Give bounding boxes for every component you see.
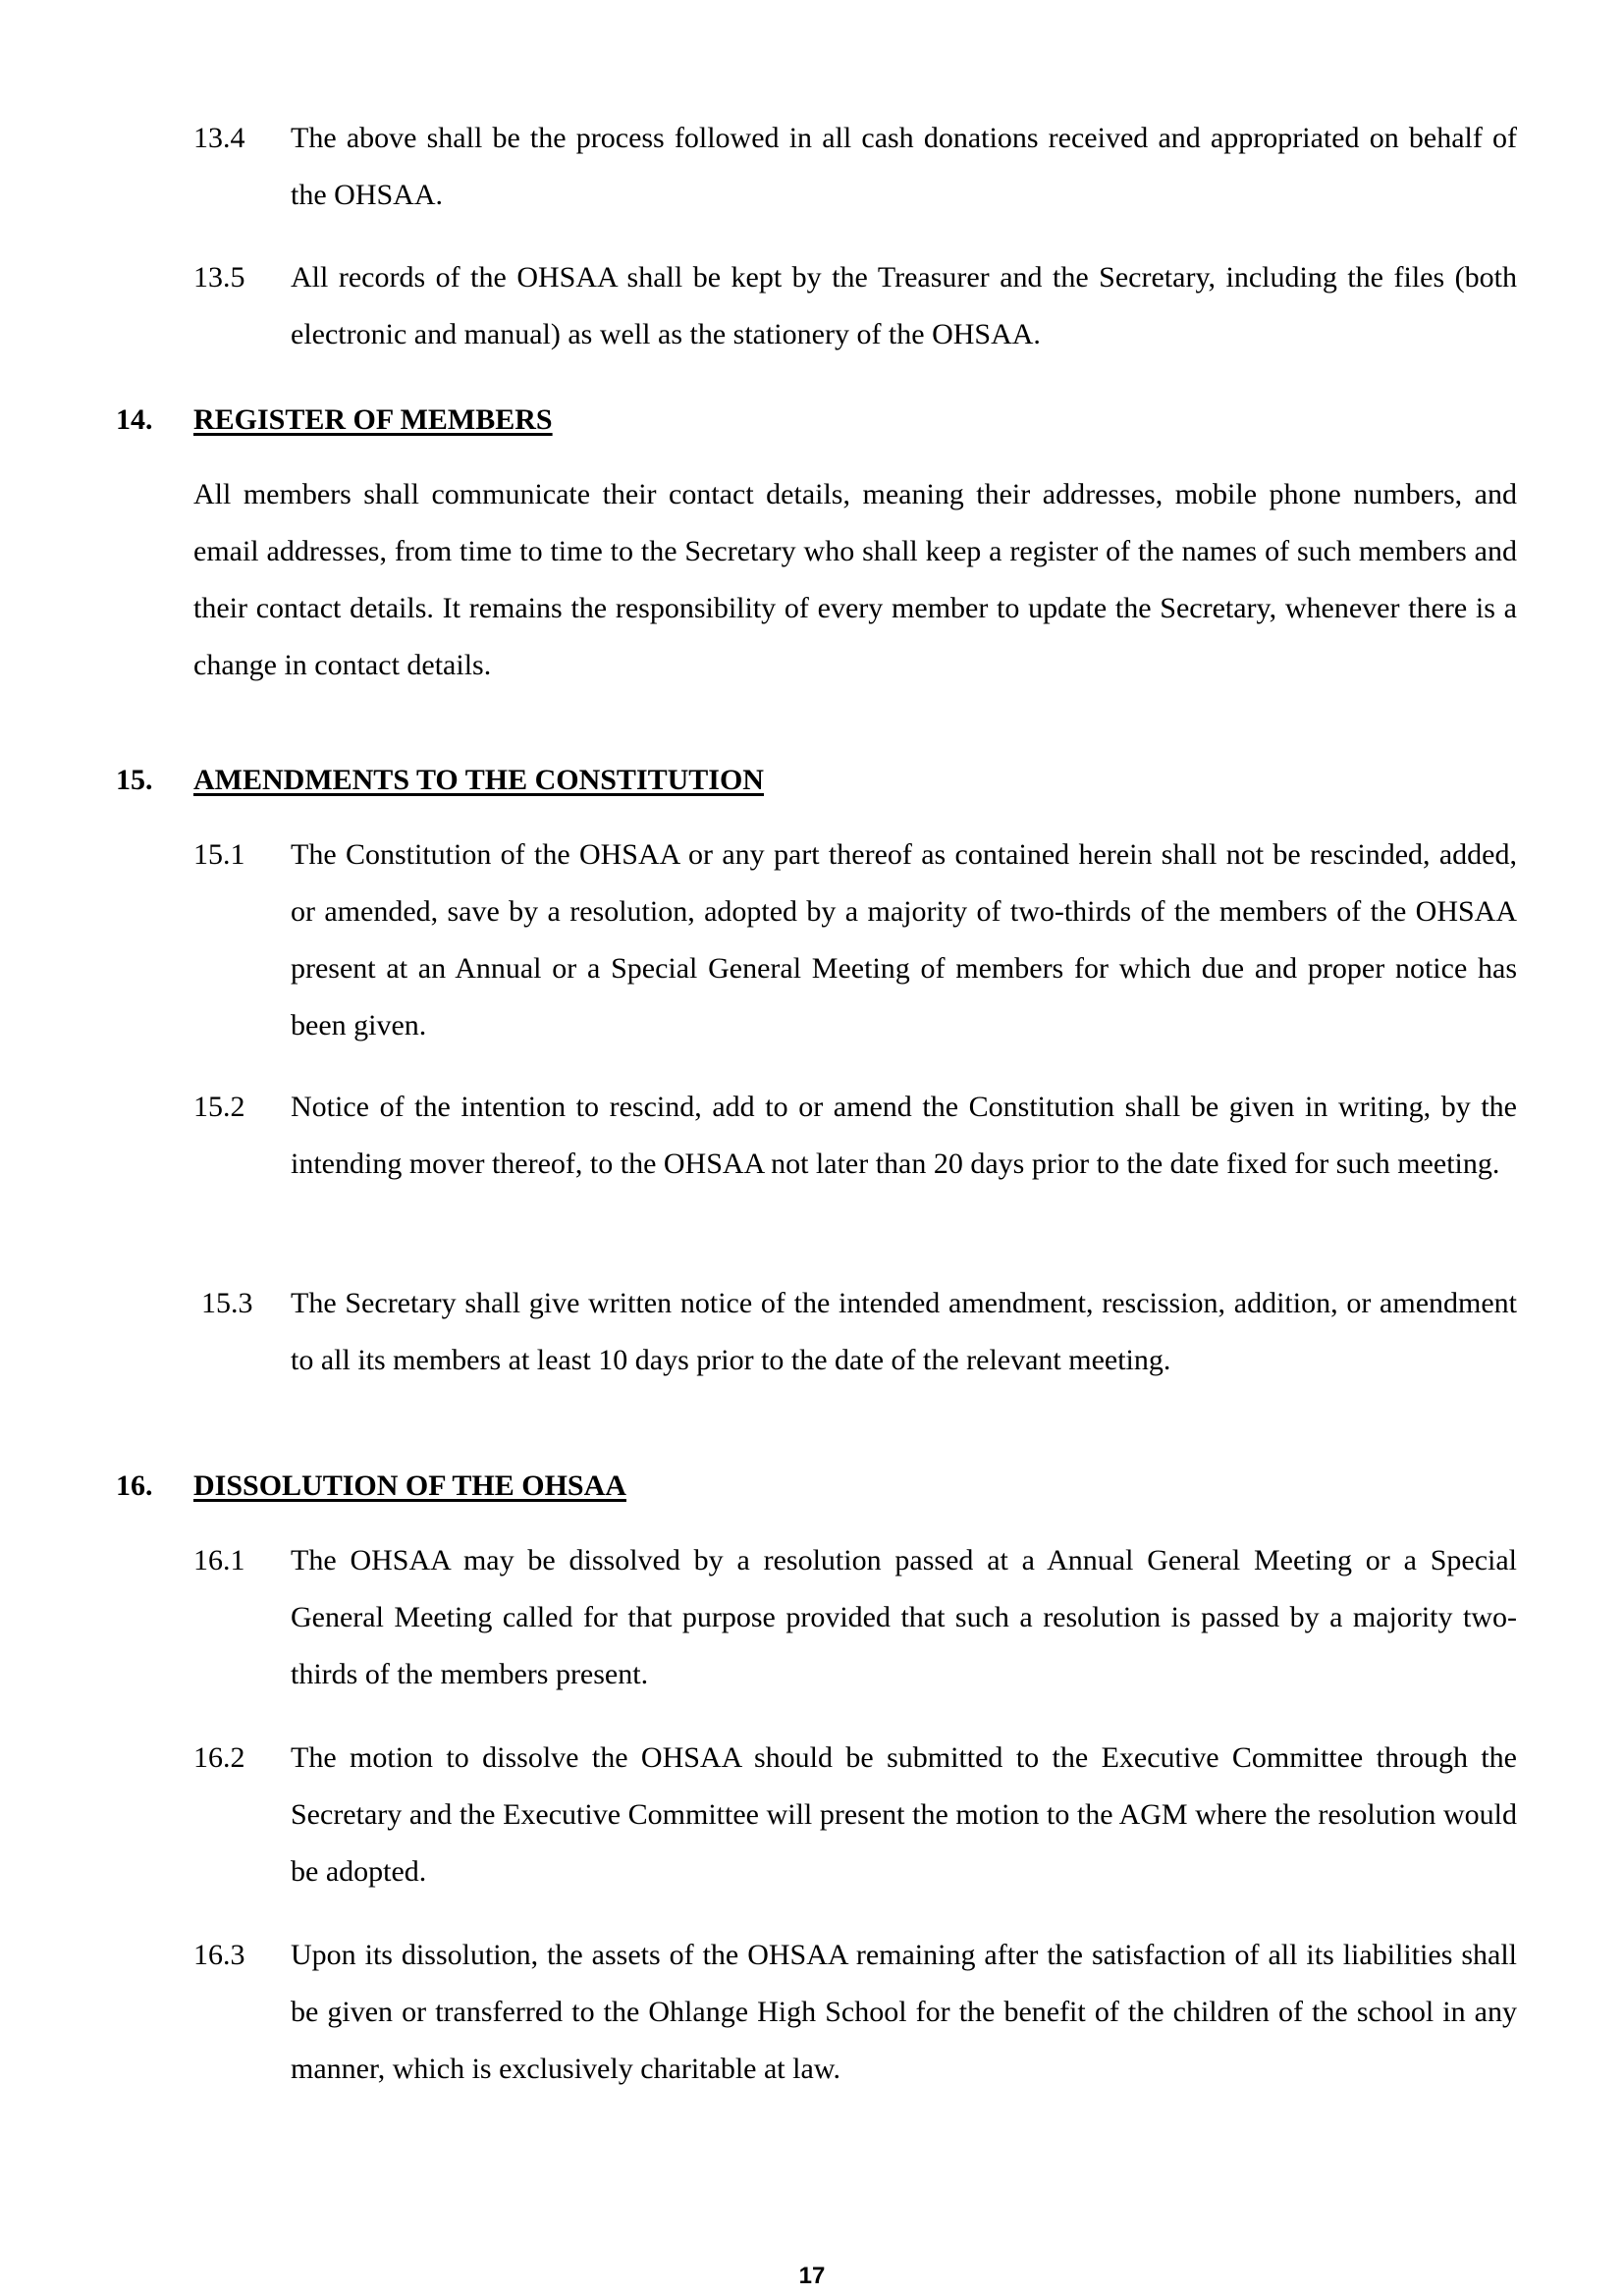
clause-text: The motion to dissolve the OHSAA should be submitted to the Executive Committee through the Secretary and the Executive Committee will present the motion to the AGM where the resolution would be adopted. [291,1741,1517,1888]
section-heading: DISSOLUTION OF THE OHSAA [193,1469,626,1502]
clause-number: 15.1 [193,838,245,871]
clause-number: 16.2 [193,1741,245,1774]
clause-number: 16.1 [193,1544,245,1576]
page-number: 17 [798,2263,826,2289]
clause-text: Notice of the intention to rescind, add to or amend the Constitution shall be given in writing, by the intending mover thereof, to the OHSAA not later than 20 days prior to the date fixed for such meeting. [291,1091,1517,1180]
section-number: 15. [116,764,153,796]
clause-number: 15.3 [201,1287,253,1319]
section-heading: REGISTER OF MEMBERS [193,403,553,436]
clause-text: The Constitution of the OHSAA or any part thereof as contained herein shall not be rescinded, added, or amended, save by a resolution, adopted by a majority of two-thirds of the members of the OHSAA present at an Annual or a Special General Meeting of members for which due and proper notice has been given. [291,838,1517,1041]
clause-number: 16.3 [193,1939,245,1971]
section-number: 16. [116,1469,153,1502]
clause-number: 13.4 [193,122,245,154]
section-body: All members shall communicate their contact details, meaning their addresses, mobile phone numbers, and email addresses, from time to time to the Secretary who shall keep a register of the names of such members and their contact details. It remains the responsibility of every member to update the Secretary, whenever there is a change in contact details. [193,478,1517,681]
clause-text: The Secretary shall give written notice of the intended amendment, rescission, addition, or amendment to all its members at least 10 days prior to the date of the relevant meeting. [291,1287,1517,1376]
clause-number: 13.5 [193,261,245,294]
section-number: 14. [116,403,153,436]
clause-text: All records of the OHSAA shall be kept by the Treasurer and the Secretary, including the files (both electronic and manual) as well as the stationery of the OHSAA. [291,261,1517,350]
section-heading: AMENDMENTS TO THE CONSTITUTION [193,764,764,796]
clause-text: The above shall be the process followed in all cash donations received and appropriated on behalf of the OHSAA. [291,122,1517,211]
clause-number: 15.2 [193,1091,245,1123]
clause-text: Upon its dissolution, the assets of the OHSAA remaining after the satisfaction of all its liabilities shall be given or transferred to the Ohlange High School for the benefit of the children of the school in any manner, which is exclusively charitable at law. [291,1939,1517,2085]
clause-text: The OHSAA may be dissolved by a resolution passed at a Annual General Meeting or a Special General Meeting called for that purpose provided that such a resolution is passed by a majority two-thirds of the members present. [291,1544,1517,1690]
